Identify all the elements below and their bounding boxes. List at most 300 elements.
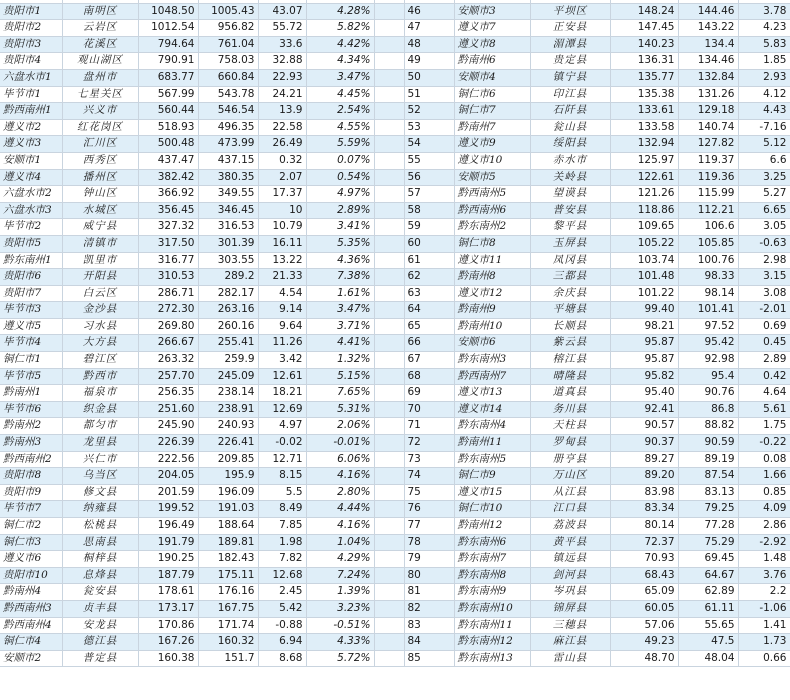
diff-cell[interactable]: 8.15	[258, 468, 306, 485]
county-cell[interactable]: 贞丰县	[62, 600, 138, 617]
diff-cell[interactable]: 7.82	[258, 551, 306, 568]
city-cell[interactable]: 黔南州2	[0, 418, 62, 435]
county-cell[interactable]: 麻江县	[530, 634, 610, 651]
diff-cell[interactable]: 43.07	[258, 3, 306, 20]
value-2021-cell[interactable]: 382.42	[138, 169, 198, 186]
diff-cell[interactable]: 2.93	[738, 69, 790, 86]
county-cell[interactable]: 钟山区	[62, 186, 138, 203]
city-cell[interactable]: 安顺市4	[454, 69, 530, 86]
county-cell[interactable]: 三都县	[530, 269, 610, 286]
value-2020-cell[interactable]: 131.26	[678, 86, 738, 103]
rank-cell[interactable]: 81	[404, 584, 454, 601]
city-cell[interactable]: 黔东南州9	[454, 584, 530, 601]
diff-cell[interactable]: 3.76	[738, 567, 790, 584]
empty-cell[interactable]	[374, 435, 404, 452]
rank-cell[interactable]: 59	[404, 219, 454, 236]
county-cell[interactable]: 贵定县	[530, 53, 610, 70]
county-cell[interactable]: 南明区	[62, 3, 138, 20]
county-cell[interactable]: 黎平县	[530, 219, 610, 236]
value-2020-cell[interactable]: 127.82	[678, 136, 738, 153]
value-2020-cell[interactable]: 48.04	[678, 650, 738, 667]
city-cell[interactable]: 六盘水市3	[0, 202, 62, 219]
county-cell[interactable]: 纳雍县	[62, 501, 138, 518]
city-cell[interactable]: 黔东南州12	[454, 634, 530, 651]
value-2021-cell[interactable]: 356.45	[138, 202, 198, 219]
value-2020-cell[interactable]: 209.85	[198, 451, 258, 468]
value-2020-cell[interactable]: 115.99	[678, 186, 738, 203]
rank-cell[interactable]: 58	[404, 202, 454, 219]
diff-cell[interactable]: 9.14	[258, 302, 306, 319]
growth-rate-cell[interactable]: 5.72%	[306, 650, 374, 667]
value-2020-cell[interactable]: 77.28	[678, 518, 738, 535]
value-2020-cell[interactable]: 761.04	[198, 36, 258, 53]
growth-rate-cell[interactable]: 4.34%	[306, 53, 374, 70]
county-cell[interactable]: 都匀市	[62, 418, 138, 435]
diff-cell[interactable]: 26.49	[258, 136, 306, 153]
diff-cell[interactable]: 6.94	[258, 634, 306, 651]
value-2020-cell[interactable]: 956.82	[198, 20, 258, 37]
value-2021-cell[interactable]: 80.14	[610, 518, 678, 535]
growth-rate-cell[interactable]: 3.47%	[306, 302, 374, 319]
diff-cell[interactable]: 3.25	[738, 169, 790, 186]
county-cell[interactable]: 罗甸县	[530, 435, 610, 452]
county-cell[interactable]: 兴仁市	[62, 451, 138, 468]
empty-cell[interactable]	[374, 518, 404, 535]
growth-rate-cell[interactable]: 1.32%	[306, 352, 374, 369]
value-2020-cell[interactable]: 95.4	[678, 368, 738, 385]
city-cell[interactable]: 贵阳市5	[0, 235, 62, 252]
rank-cell[interactable]: 49	[404, 53, 454, 70]
growth-rate-cell[interactable]: 4.36%	[306, 252, 374, 269]
city-cell[interactable]: 黔南州11	[454, 435, 530, 452]
county-cell[interactable]: 紫云县	[530, 335, 610, 352]
value-2021-cell[interactable]: 135.77	[610, 69, 678, 86]
rank-cell[interactable]: 72	[404, 435, 454, 452]
city-cell[interactable]: 黔西南州3	[0, 600, 62, 617]
empty-cell[interactable]	[374, 600, 404, 617]
city-cell[interactable]: 遵义市11	[454, 252, 530, 269]
value-2021-cell[interactable]: 257.70	[138, 368, 198, 385]
city-cell[interactable]: 贵阳市9	[0, 484, 62, 501]
diff-cell[interactable]: 22.93	[258, 69, 306, 86]
diff-cell[interactable]: -1.06	[738, 600, 790, 617]
county-cell[interactable]: 余庆县	[530, 285, 610, 302]
value-2021-cell[interactable]: 89.27	[610, 451, 678, 468]
diff-cell[interactable]: 1.98	[258, 534, 306, 551]
county-cell[interactable]: 七星关区	[62, 86, 138, 103]
city-cell[interactable]: 黔西南州2	[0, 451, 62, 468]
growth-rate-cell[interactable]: 5.59%	[306, 136, 374, 153]
city-cell[interactable]: 六盘水市1	[0, 69, 62, 86]
rank-cell[interactable]: 54	[404, 136, 454, 153]
value-2020-cell[interactable]: 47.5	[678, 634, 738, 651]
value-2020-cell[interactable]: 140.74	[678, 119, 738, 136]
rank-cell[interactable]: 69	[404, 385, 454, 402]
diff-cell[interactable]: 12.69	[258, 401, 306, 418]
county-cell[interactable]: 乌当区	[62, 468, 138, 485]
value-2021-cell[interactable]: 199.52	[138, 501, 198, 518]
rank-cell[interactable]: 62	[404, 269, 454, 286]
value-2020-cell[interactable]: 97.52	[678, 318, 738, 335]
city-cell[interactable]: 贵阳市6	[0, 269, 62, 286]
growth-rate-cell[interactable]: -0.01%	[306, 435, 374, 452]
diff-cell[interactable]: 2.07	[258, 169, 306, 186]
value-2021-cell[interactable]: 133.58	[610, 119, 678, 136]
diff-cell[interactable]: 13.9	[258, 103, 306, 120]
value-2020-cell[interactable]: 316.53	[198, 219, 258, 236]
rank-cell[interactable]: 75	[404, 484, 454, 501]
diff-cell[interactable]: -7.16	[738, 119, 790, 136]
county-cell[interactable]: 龙里县	[62, 435, 138, 452]
city-cell[interactable]: 黔西南州5	[454, 186, 530, 203]
rank-cell[interactable]: 82	[404, 600, 454, 617]
value-2020-cell[interactable]: 195.9	[198, 468, 258, 485]
value-2020-cell[interactable]: 758.03	[198, 53, 258, 70]
value-2020-cell[interactable]: 129.18	[678, 103, 738, 120]
diff-cell[interactable]: 4.54	[258, 285, 306, 302]
diff-cell[interactable]: 0.85	[738, 484, 790, 501]
county-cell[interactable]: 雷山县	[530, 650, 610, 667]
value-2021-cell[interactable]: 109.65	[610, 219, 678, 236]
diff-cell[interactable]: 4.23	[738, 20, 790, 37]
empty-cell[interactable]	[374, 418, 404, 435]
city-cell[interactable]: 贵阳市1	[0, 3, 62, 20]
diff-cell[interactable]: 5.83	[738, 36, 790, 53]
value-2021-cell[interactable]: 160.38	[138, 650, 198, 667]
value-2021-cell[interactable]: 90.57	[610, 418, 678, 435]
county-cell[interactable]: 普安县	[530, 202, 610, 219]
value-2020-cell[interactable]: 437.15	[198, 152, 258, 169]
city-cell[interactable]: 遵义市15	[454, 484, 530, 501]
city-cell[interactable]: 黔南州1	[0, 385, 62, 402]
empty-cell[interactable]	[374, 501, 404, 518]
value-2021-cell[interactable]: 48.70	[610, 650, 678, 667]
diff-cell[interactable]: -0.22	[738, 435, 790, 452]
city-cell[interactable]: 铜仁市3	[0, 534, 62, 551]
value-2020-cell[interactable]: 255.41	[198, 335, 258, 352]
county-cell[interactable]: 云岩区	[62, 20, 138, 37]
empty-cell[interactable]	[374, 584, 404, 601]
value-2021-cell[interactable]: 310.53	[138, 269, 198, 286]
county-cell[interactable]: 黔西市	[62, 368, 138, 385]
diff-cell[interactable]: 5.61	[738, 401, 790, 418]
diff-cell[interactable]: 12.68	[258, 567, 306, 584]
value-2021-cell[interactable]: 70.93	[610, 551, 678, 568]
city-cell[interactable]: 遵义市14	[454, 401, 530, 418]
value-2020-cell[interactable]: 106.6	[678, 219, 738, 236]
diff-cell[interactable]: 0.42	[738, 368, 790, 385]
growth-rate-cell[interactable]: 3.41%	[306, 219, 374, 236]
rank-cell[interactable]: 50	[404, 69, 454, 86]
value-2020-cell[interactable]: 144.46	[678, 3, 738, 20]
city-cell[interactable]: 黔东南州4	[454, 418, 530, 435]
value-2021-cell[interactable]: 83.34	[610, 501, 678, 518]
value-2020-cell[interactable]: 189.81	[198, 534, 258, 551]
growth-rate-cell[interactable]: 1.61%	[306, 285, 374, 302]
empty-cell[interactable]	[374, 567, 404, 584]
value-2020-cell[interactable]: 90.76	[678, 385, 738, 402]
value-2020-cell[interactable]: 61.11	[678, 600, 738, 617]
value-2020-cell[interactable]: 301.39	[198, 235, 258, 252]
rank-cell[interactable]: 61	[404, 252, 454, 269]
diff-cell[interactable]: 0.32	[258, 152, 306, 169]
value-2020-cell[interactable]: 238.14	[198, 385, 258, 402]
empty-cell[interactable]	[374, 119, 404, 136]
city-cell[interactable]: 铜仁市8	[454, 235, 530, 252]
county-cell[interactable]: 万山区	[530, 468, 610, 485]
growth-rate-cell[interactable]: 2.54%	[306, 103, 374, 120]
county-cell[interactable]: 清镇市	[62, 235, 138, 252]
county-cell[interactable]: 道真县	[530, 385, 610, 402]
value-2020-cell[interactable]: 191.03	[198, 501, 258, 518]
rank-cell[interactable]: 66	[404, 335, 454, 352]
rank-cell[interactable]: 71	[404, 418, 454, 435]
city-cell[interactable]: 黔南州9	[454, 302, 530, 319]
value-2021-cell[interactable]: 65.09	[610, 584, 678, 601]
diff-cell[interactable]: 1.66	[738, 468, 790, 485]
city-cell[interactable]: 毕节市2	[0, 219, 62, 236]
growth-rate-cell[interactable]: 2.80%	[306, 484, 374, 501]
county-cell[interactable]: 金沙县	[62, 302, 138, 319]
diff-cell[interactable]: 55.72	[258, 20, 306, 37]
county-cell[interactable]: 荔波县	[530, 518, 610, 535]
diff-cell[interactable]: 13.22	[258, 252, 306, 269]
county-cell[interactable]: 安龙县	[62, 617, 138, 634]
empty-cell[interactable]	[374, 352, 404, 369]
value-2020-cell[interactable]: 160.32	[198, 634, 258, 651]
growth-rate-cell[interactable]: 4.28%	[306, 3, 374, 20]
city-cell[interactable]: 黔东南州13	[454, 650, 530, 667]
empty-cell[interactable]	[374, 53, 404, 70]
value-2021-cell[interactable]: 437.47	[138, 152, 198, 169]
value-2021-cell[interactable]: 269.80	[138, 318, 198, 335]
city-cell[interactable]: 六盘水市2	[0, 186, 62, 203]
rank-cell[interactable]: 67	[404, 352, 454, 369]
county-cell[interactable]: 三穗县	[530, 617, 610, 634]
value-2020-cell[interactable]: 263.16	[198, 302, 258, 319]
city-cell[interactable]: 毕节市5	[0, 368, 62, 385]
diff-cell[interactable]: 3.05	[738, 219, 790, 236]
diff-cell[interactable]: 0.45	[738, 335, 790, 352]
city-cell[interactable]: 遵义市2	[0, 119, 62, 136]
value-2021-cell[interactable]: 794.64	[138, 36, 198, 53]
county-cell[interactable]: 赤水市	[530, 152, 610, 169]
diff-cell[interactable]: 5.42	[258, 600, 306, 617]
empty-cell[interactable]	[374, 3, 404, 20]
growth-rate-cell[interactable]: 4.97%	[306, 186, 374, 203]
diff-cell[interactable]: 5.12	[738, 136, 790, 153]
rank-cell[interactable]: 48	[404, 36, 454, 53]
growth-rate-cell[interactable]: 0.54%	[306, 169, 374, 186]
diff-cell[interactable]: 6.65	[738, 202, 790, 219]
growth-rate-cell[interactable]: 5.82%	[306, 20, 374, 37]
empty-cell[interactable]	[374, 302, 404, 319]
value-2021-cell[interactable]: 190.25	[138, 551, 198, 568]
county-cell[interactable]: 盘州市	[62, 69, 138, 86]
county-cell[interactable]: 关岭县	[530, 169, 610, 186]
county-cell[interactable]: 碧江区	[62, 352, 138, 369]
diff-cell[interactable]: 2.45	[258, 584, 306, 601]
county-cell[interactable]: 兴义市	[62, 103, 138, 120]
value-2021-cell[interactable]: 140.23	[610, 36, 678, 53]
empty-cell[interactable]	[374, 20, 404, 37]
value-2021-cell[interactable]: 121.26	[610, 186, 678, 203]
empty-cell[interactable]	[374, 219, 404, 236]
county-cell[interactable]: 凯里市	[62, 252, 138, 269]
diff-cell[interactable]: 4.97	[258, 418, 306, 435]
value-2020-cell[interactable]: 55.65	[678, 617, 738, 634]
empty-cell[interactable]	[374, 136, 404, 153]
county-cell[interactable]: 平塘县	[530, 302, 610, 319]
diff-cell[interactable]: 3.78	[738, 3, 790, 20]
growth-rate-cell[interactable]: 1.39%	[306, 584, 374, 601]
value-2020-cell[interactable]: 349.55	[198, 186, 258, 203]
county-cell[interactable]: 绥阳县	[530, 136, 610, 153]
county-cell[interactable]: 思南县	[62, 534, 138, 551]
city-cell[interactable]: 黔东南州1	[0, 252, 62, 269]
county-cell[interactable]: 威宁县	[62, 219, 138, 236]
value-2021-cell[interactable]: 95.87	[610, 352, 678, 369]
diff-cell[interactable]: 21.33	[258, 269, 306, 286]
diff-cell[interactable]: 3.15	[738, 269, 790, 286]
value-2021-cell[interactable]: 500.48	[138, 136, 198, 153]
diff-cell[interactable]: 1.41	[738, 617, 790, 634]
value-2021-cell[interactable]: 560.44	[138, 103, 198, 120]
value-2020-cell[interactable]: 151.7	[198, 650, 258, 667]
city-cell[interactable]: 黔南州6	[454, 53, 530, 70]
empty-cell[interactable]	[374, 103, 404, 120]
city-cell[interactable]: 贵阳市10	[0, 567, 62, 584]
city-cell[interactable]: 安顺市6	[454, 335, 530, 352]
city-cell[interactable]: 黔东南州6	[454, 534, 530, 551]
value-2020-cell[interactable]: 282.17	[198, 285, 258, 302]
value-2020-cell[interactable]: 167.75	[198, 600, 258, 617]
value-2021-cell[interactable]: 178.61	[138, 584, 198, 601]
rank-cell[interactable]: 65	[404, 318, 454, 335]
value-2020-cell[interactable]: 90.59	[678, 435, 738, 452]
empty-cell[interactable]	[374, 202, 404, 219]
city-cell[interactable]: 黔南州8	[454, 269, 530, 286]
county-cell[interactable]: 织金县	[62, 401, 138, 418]
value-2020-cell[interactable]: 87.54	[678, 468, 738, 485]
city-cell[interactable]: 遵义市13	[454, 385, 530, 402]
diff-cell[interactable]: 33.6	[258, 36, 306, 53]
rank-cell[interactable]: 57	[404, 186, 454, 203]
rank-cell[interactable]: 64	[404, 302, 454, 319]
county-cell[interactable]: 息烽县	[62, 567, 138, 584]
county-cell[interactable]: 修文县	[62, 484, 138, 501]
city-cell[interactable]: 铜仁市4	[0, 634, 62, 651]
value-2021-cell[interactable]: 201.59	[138, 484, 198, 501]
value-2021-cell[interactable]: 105.22	[610, 235, 678, 252]
value-2020-cell[interactable]: 380.35	[198, 169, 258, 186]
value-2021-cell[interactable]: 90.37	[610, 435, 678, 452]
diff-cell[interactable]: 4.12	[738, 86, 790, 103]
empty-cell[interactable]	[374, 86, 404, 103]
diff-cell[interactable]: -0.88	[258, 617, 306, 634]
city-cell[interactable]: 黔东南州8	[454, 567, 530, 584]
value-2020-cell[interactable]: 119.37	[678, 152, 738, 169]
city-cell[interactable]: 毕节市4	[0, 335, 62, 352]
value-2021-cell[interactable]: 103.74	[610, 252, 678, 269]
diff-cell[interactable]: -0.63	[738, 235, 790, 252]
empty-cell[interactable]	[374, 169, 404, 186]
value-2021-cell[interactable]: 366.92	[138, 186, 198, 203]
empty-cell[interactable]	[374, 152, 404, 169]
county-cell[interactable]: 开阳县	[62, 269, 138, 286]
rank-cell[interactable]: 74	[404, 468, 454, 485]
value-2020-cell[interactable]: 240.93	[198, 418, 258, 435]
value-2020-cell[interactable]: 143.22	[678, 20, 738, 37]
empty-cell[interactable]	[374, 335, 404, 352]
city-cell[interactable]: 遵义市5	[0, 318, 62, 335]
value-2020-cell[interactable]: 92.98	[678, 352, 738, 369]
value-2020-cell[interactable]: 98.14	[678, 285, 738, 302]
empty-cell[interactable]	[374, 634, 404, 651]
value-2021-cell[interactable]: 518.93	[138, 119, 198, 136]
city-cell[interactable]: 铜仁市10	[454, 501, 530, 518]
diff-cell[interactable]: 12.71	[258, 451, 306, 468]
value-2021-cell[interactable]: 49.23	[610, 634, 678, 651]
value-2021-cell[interactable]: 136.31	[610, 53, 678, 70]
value-2021-cell[interactable]: 1012.54	[138, 20, 198, 37]
county-cell[interactable]: 望谟县	[530, 186, 610, 203]
empty-cell[interactable]	[374, 69, 404, 86]
value-2020-cell[interactable]: 473.99	[198, 136, 258, 153]
growth-rate-cell[interactable]: 4.42%	[306, 36, 374, 53]
county-cell[interactable]: 镇宁县	[530, 69, 610, 86]
value-2021-cell[interactable]: 327.32	[138, 219, 198, 236]
county-cell[interactable]: 榕江县	[530, 352, 610, 369]
county-cell[interactable]: 德江县	[62, 634, 138, 651]
value-2021-cell[interactable]: 170.86	[138, 617, 198, 634]
diff-cell[interactable]: 11.26	[258, 335, 306, 352]
value-2021-cell[interactable]: 135.38	[610, 86, 678, 103]
value-2020-cell[interactable]: 98.33	[678, 269, 738, 286]
value-2021-cell[interactable]: 101.48	[610, 269, 678, 286]
diff-cell[interactable]: 2.89	[738, 352, 790, 369]
city-cell[interactable]: 安顺市3	[454, 3, 530, 20]
county-cell[interactable]: 红花岗区	[62, 119, 138, 136]
value-2020-cell[interactable]: 83.13	[678, 484, 738, 501]
city-cell[interactable]: 遵义市9	[454, 136, 530, 153]
rank-cell[interactable]: 56	[404, 169, 454, 186]
diff-cell[interactable]: 0.69	[738, 318, 790, 335]
rank-cell[interactable]: 76	[404, 501, 454, 518]
value-2021-cell[interactable]: 317.50	[138, 235, 198, 252]
empty-cell[interactable]	[374, 36, 404, 53]
county-cell[interactable]: 册亨县	[530, 451, 610, 468]
diff-cell[interactable]: 17.37	[258, 186, 306, 203]
city-cell[interactable]: 黔南州12	[454, 518, 530, 535]
value-2020-cell[interactable]: 101.41	[678, 302, 738, 319]
diff-cell[interactable]: 2.98	[738, 252, 790, 269]
county-cell[interactable]: 从江县	[530, 484, 610, 501]
county-cell[interactable]: 大方县	[62, 335, 138, 352]
growth-rate-cell[interactable]: -0.51%	[306, 617, 374, 634]
empty-cell[interactable]	[374, 186, 404, 203]
value-2020-cell[interactable]: 88.82	[678, 418, 738, 435]
city-cell[interactable]: 贵阳市3	[0, 36, 62, 53]
city-cell[interactable]: 黔东南州11	[454, 617, 530, 634]
diff-cell[interactable]: 1.73	[738, 634, 790, 651]
value-2020-cell[interactable]: 119.36	[678, 169, 738, 186]
diff-cell[interactable]: 2.2	[738, 584, 790, 601]
value-2020-cell[interactable]: 64.67	[678, 567, 738, 584]
value-2021-cell[interactable]: 68.43	[610, 567, 678, 584]
value-2021-cell[interactable]: 196.49	[138, 518, 198, 535]
city-cell[interactable]: 黔南州7	[454, 119, 530, 136]
